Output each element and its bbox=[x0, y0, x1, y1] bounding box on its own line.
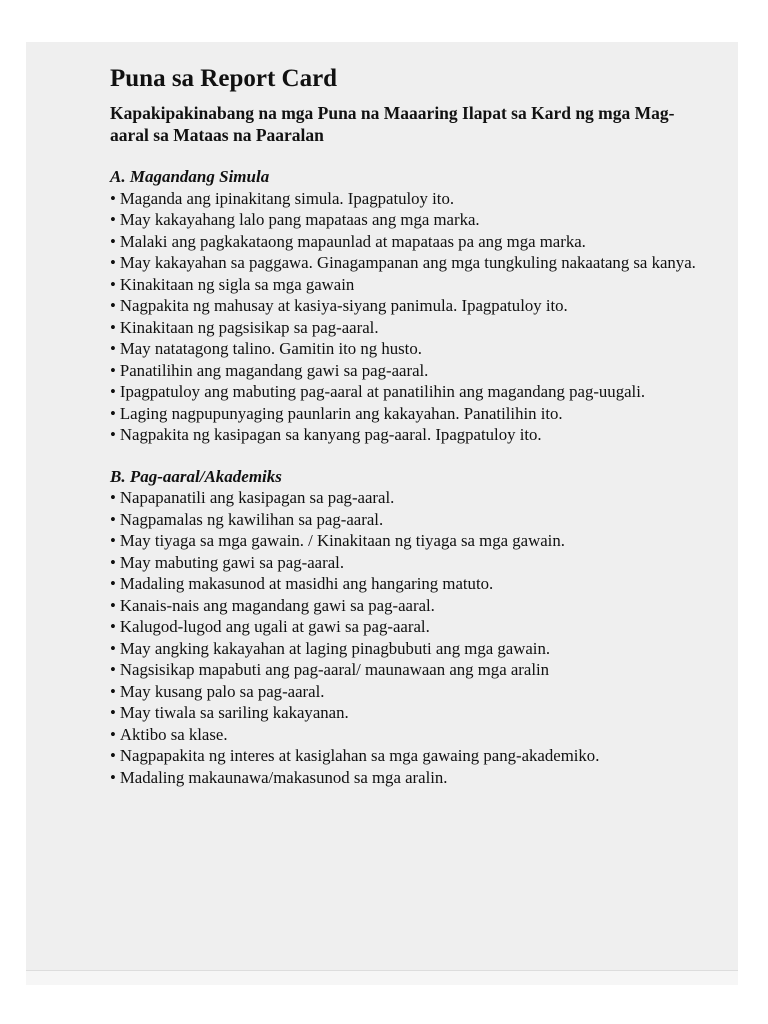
list-item-text: Nagsisikap mapabuti ang pag-aaral/ maunawaan ang mga aralin bbox=[119, 660, 550, 679]
bullet-icon: • bbox=[110, 595, 116, 615]
bullet-icon: • bbox=[110, 488, 116, 507]
list-item-text: Kanais-nais ang magandang gawi sa pag-aaral. bbox=[119, 595, 435, 615]
bullet-icon: • bbox=[110, 681, 116, 701]
section-pag-aaral-akademiks bbox=[110, 466, 710, 789]
list-item-text: Nagpakita ng kasipagan sa kanyang pag-aaral. Ipagpatuloy ito. bbox=[119, 425, 542, 444]
bullet-icon: • bbox=[110, 274, 116, 294]
bullet-icon: • bbox=[110, 509, 116, 529]
list-item bbox=[110, 360, 710, 382]
bullet-icon: • bbox=[110, 638, 116, 658]
list-item bbox=[110, 424, 710, 446]
comment-list bbox=[110, 487, 710, 788]
section-heading: B. Pag-aaral/Akademiks bbox=[110, 466, 282, 486]
bullet-icon: • bbox=[110, 382, 116, 401]
bullet-icon: • bbox=[110, 746, 116, 765]
list-item bbox=[110, 767, 710, 789]
bullet-icon: • bbox=[110, 360, 116, 380]
document-title: Puna sa Report Card bbox=[110, 65, 338, 92]
bullet-icon: • bbox=[110, 339, 116, 358]
section-heading: A. Magandang Simula bbox=[110, 167, 270, 186]
list-item bbox=[110, 659, 710, 681]
list-item bbox=[110, 681, 710, 703]
list-item-text: Napapanatili ang kasipagan sa pag-aaral. bbox=[119, 488, 395, 507]
bullet-icon: • bbox=[110, 210, 116, 229]
bullet-icon: • bbox=[110, 660, 116, 679]
bullet-icon: • bbox=[110, 317, 116, 337]
list-item-text: Malaki ang pagkakataong mapaunlad at mapataas pa ang mga marka. bbox=[119, 231, 586, 251]
list-item bbox=[110, 724, 710, 746]
list-item bbox=[110, 702, 710, 724]
list-item bbox=[110, 552, 710, 574]
list-item-text: Panatilihin ang magandang gawi sa pag-aaral. bbox=[119, 360, 429, 380]
bullet-icon: • bbox=[110, 552, 116, 572]
list-item-text: May kakayahan sa paggawa. Ginagampanan ang mga tungkuling nakaatang sa kanya. bbox=[119, 253, 696, 272]
list-item bbox=[110, 209, 710, 231]
list-item-text: Maganda ang ipinakitang simula. Ipagpatuloy ito. bbox=[119, 188, 455, 208]
list-item bbox=[110, 573, 710, 595]
bullet-icon: • bbox=[110, 703, 116, 722]
list-item bbox=[110, 595, 710, 617]
list-item-text: Nagpapakita ng interes at kasiglahan sa mga gawaing pang-akademiko. bbox=[119, 746, 600, 765]
bullet-icon: • bbox=[110, 531, 116, 550]
list-item bbox=[110, 638, 710, 660]
list-item bbox=[110, 188, 710, 210]
bullet-icon: • bbox=[110, 253, 116, 272]
bullet-icon: • bbox=[110, 425, 116, 444]
bullet-icon: • bbox=[110, 188, 116, 208]
list-item-text: May mabuting gawi sa pag-aaral. bbox=[119, 552, 345, 572]
list-item bbox=[110, 231, 710, 253]
list-item bbox=[110, 403, 710, 425]
viewer-bottom-edge bbox=[26, 970, 738, 985]
list-item-text: Madaling makaunawa/makasunod sa mga aralin. bbox=[119, 767, 448, 787]
list-item-text: Nagpamalas ng kawilihan sa pag-aaral. bbox=[119, 509, 384, 529]
list-item-text: Laging nagpupunyaging paunlarin ang kakayahan. Panatilihin ito. bbox=[119, 403, 563, 423]
list-item-text: Kinakitaan ng pagsisikap sa pag-aaral. bbox=[119, 317, 379, 337]
sections-container bbox=[110, 166, 710, 788]
list-item-text: May kakayahang lalo pang mapataas ang mga marka. bbox=[119, 210, 480, 229]
document-page bbox=[110, 64, 710, 808]
list-item-text: May natatagong talino. Gamitin ito ng husto. bbox=[119, 339, 422, 358]
bullet-icon: • bbox=[110, 403, 116, 423]
document-viewer-frame bbox=[26, 42, 738, 982]
section-magandang-simula bbox=[110, 166, 710, 446]
list-item bbox=[110, 317, 710, 339]
comment-list bbox=[110, 188, 710, 446]
list-item bbox=[110, 338, 710, 360]
list-item bbox=[110, 381, 710, 403]
bullet-icon: • bbox=[110, 296, 116, 315]
bullet-icon: • bbox=[110, 574, 116, 593]
list-item-text: Kalugod-lugod ang ugali at gawi sa pag-aaral. bbox=[119, 617, 430, 636]
list-item-text: Kinakitaan ng sigla sa mga gawain bbox=[119, 274, 355, 294]
list-item-text: Madaling makasunod at masidhi ang hangaring matuto. bbox=[119, 574, 494, 593]
list-item bbox=[110, 509, 710, 531]
list-item bbox=[110, 530, 710, 552]
list-item-text: May angking kakayahan at laging pinagbubuti ang mga gawain. bbox=[119, 638, 551, 658]
list-item-text: Nagpakita ng mahusay at kasiya-siyang panimula. Ipagpatuloy ito. bbox=[119, 296, 568, 315]
bullet-icon: • bbox=[110, 767, 116, 787]
list-item bbox=[110, 295, 710, 317]
list-item-text: Ipagpatuloy ang mabuting pag-aaral at panatilihin ang magandang pag-uugali. bbox=[119, 382, 646, 401]
list-item-text: May tiwala sa sariling kakayanan. bbox=[119, 703, 349, 722]
bullet-icon: • bbox=[110, 724, 116, 744]
list-item bbox=[110, 487, 710, 509]
document-subtitle: Kapakipakinabang na mga Puna na Maaaring Ilapat sa Kard ng mga Mag-aaral sa Mataas na Paaralan bbox=[110, 103, 675, 145]
list-item-text: May tiyaga sa mga gawain. / Kinakitaan ng tiyaga sa mga gawain. bbox=[119, 531, 565, 550]
list-item bbox=[110, 616, 710, 638]
list-item-text: Aktibo sa klase. bbox=[119, 724, 228, 744]
list-item bbox=[110, 745, 710, 767]
list-item bbox=[110, 252, 710, 274]
list-item-text: May kusang palo sa pag-aaral. bbox=[119, 681, 325, 701]
bullet-icon: • bbox=[110, 231, 116, 251]
bullet-icon: • bbox=[110, 617, 116, 636]
list-item bbox=[110, 274, 710, 296]
